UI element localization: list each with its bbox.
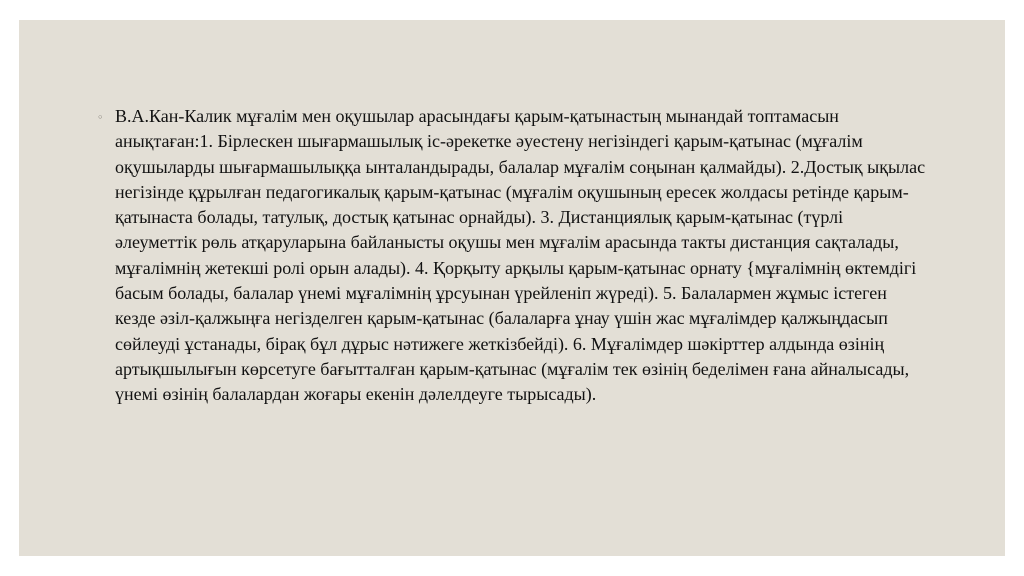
- slide: [19, 20, 1005, 556]
- bullet-item: [97, 104, 975, 408]
- bullet-circle-icon: ◦: [97, 111, 104, 124]
- body-text: В.А.Кан-Калик мұғалім мен оқушылар арасындағы қарым-қатынастың мынандай топтамасын анықтаған:1. Бірлескен шығармашылық іс-әрекетке әуестену негізіндегі қарым-қатынас (мұғалім оқушыларды шығармашылыққа ынталандырады, балалар мұғалім соңынан қалмайды). 2.Достық ықылас негізінде құрылған педагогикалық қарым-қатынас (мұғалім оқушының ересек жолдасы ретінде қарым-қатынаста болады, татулық, достық қатынас орнайды). 3. Дистанциялық қарым-қатынас (түрлі әлеуметтік рөль атқаруларына байланысты оқушы мен мұғалім арасында такты дистанция сақталады, мұғалімнің жетекші ролі орын алады). 4. Қорқыту арқылы қарым-қатынас орнату {мұғалімнің өктемдігі басым болады, балалар үнемі мұғалімнің ұрсуынан үрейленіп жүреді). 5. Балалармен жұмыс істеген кезде әзіл-қалжыңға негізделген қарым-қатынас (балаларға ұнау үшін жас мұғалімдер қалжыңдасып сөйлеуді ұстанады, бірақ бұл дұрыс нәтижеге жеткізбейді). 6. Мұғалімдер шәкірттер алдында өзінің артықшылығын көрсетуге бағытталған қарым-қатынас (мұғалім тек өзінің беделімен ғана айналысады, үнемі өзінің балалардан жоғары екенін дәлелдеуге тырысады).: [115, 106, 926, 405]
